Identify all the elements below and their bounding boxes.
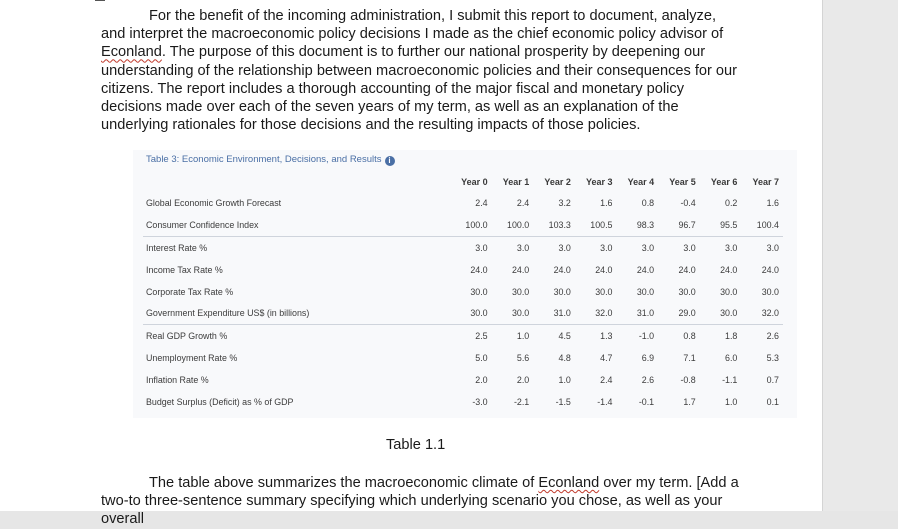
table-cell: 32.0 — [595, 308, 613, 319]
table-cell: 100.5 — [590, 219, 613, 230]
table-cell: 2.4 — [516, 197, 530, 208]
table-cell: -0.4 — [680, 197, 696, 208]
table-cell: 30.0 — [761, 286, 779, 297]
table-cell: 1.3 — [575, 325, 617, 347]
row-label: Global Economic Growth Forecast — [146, 197, 282, 208]
row-label: Corporate Tax Rate % — [146, 286, 234, 297]
table-cell: 100.0 — [507, 219, 530, 230]
table-cell: 24.0 — [553, 264, 571, 275]
header-cell-year: Year 3 — [585, 177, 613, 187]
economic-results-table — [143, 172, 783, 413]
table-cell: 100.0 — [465, 219, 488, 230]
row-label: Income Tax Rate % — [146, 264, 223, 275]
table-cell: 2.0 — [516, 375, 530, 386]
row-label: Real GDP Growth % — [143, 325, 450, 347]
spelling-flag-econland[interactable]: Econland — [101, 44, 162, 61]
table-cell: 3.0 — [575, 236, 617, 258]
summary-paragraph[interactable] — [101, 474, 741, 529]
table-cell: 1.0 — [492, 325, 534, 347]
table-cell: 2.4 — [600, 375, 613, 386]
table-cell: 3.0 — [492, 236, 534, 258]
table-cell: 1.6 — [766, 197, 779, 208]
table-cell: 3.0 — [658, 236, 700, 258]
table-cell: 4.8 — [558, 353, 571, 364]
intro-text-part2: . The purpose of this document is to further our national prosperity by deepening our understanding of the relationship between macroeconomic policies and their consequences for our citizens. The report includes a thorough accounting of the major fiscal and monetary policy decisions made over each of the seven years of my term, as well as an explanation of the underlying rationales for those decisions and the resulting impacts of those policies. — [101, 44, 738, 134]
header-cell-year: Year 7 — [752, 177, 779, 187]
summary-text-part1: The table above summarizes the macroeconomic climate of — [149, 475, 539, 491]
table-cell: 24.0 — [595, 264, 613, 275]
table-cell: 5.0 — [475, 353, 488, 364]
table-cell: 103.3 — [548, 219, 571, 230]
table-cell: 24.0 — [511, 264, 530, 275]
table-cell: -1.0 — [617, 325, 659, 347]
table-row — [143, 236, 783, 258]
table-body — [143, 192, 783, 413]
summary-text-part2: over my term. [Add a two-to three-sentence summary specifying which underlying scenario you chose, as well as your overall — [101, 475, 739, 528]
header-cell-year: Year 1 — [502, 177, 530, 187]
table-cell: 30.0 — [678, 286, 696, 297]
table-cell: 6.9 — [641, 353, 655, 364]
table-row — [143, 369, 783, 391]
row-label: Government Expenditure US$ (in billions) — [146, 308, 310, 319]
table-cell: 31.0 — [553, 308, 571, 319]
table-cell: -2.1 — [513, 396, 530, 407]
row-label: Budget Surplus (Deficit) as % of GDP — [146, 396, 294, 407]
spelling-flag-econland[interactable]: Econland — [538, 475, 600, 491]
table-cell: 3.0 — [450, 236, 492, 258]
table-row — [143, 347, 783, 369]
table-cell: 30.0 — [553, 286, 571, 297]
row-label: Unemployment Rate % — [146, 353, 238, 364]
table-header-row — [143, 172, 783, 192]
table-cell: 100.4 — [756, 219, 779, 230]
table-row — [143, 391, 783, 413]
table-cell: 2.4 — [475, 197, 488, 208]
table-cell: 6.0 — [725, 353, 738, 364]
table-cell: 32.0 — [761, 308, 779, 319]
table-cell: 1.0 — [725, 396, 738, 407]
table-cell: 2.5 — [450, 325, 492, 347]
table-cell: 2.6 — [741, 325, 783, 347]
table-cell: -0.8 — [680, 375, 696, 386]
table-cell: 1.6 — [600, 197, 613, 208]
table-cell: 31.0 — [636, 308, 655, 319]
table-cell: 24.0 — [761, 264, 779, 275]
table-cell: 30.0 — [720, 308, 738, 319]
table-cell: 5.3 — [766, 353, 779, 364]
page-top-mark — [95, 0, 105, 1]
table-cell: 4.7 — [600, 353, 613, 364]
table-cell: 96.7 — [678, 219, 696, 230]
table-cell: 30.0 — [595, 286, 613, 297]
table-cell: 3.0 — [617, 236, 659, 258]
info-icon[interactable]: i — [385, 156, 395, 166]
row-label: Inflation Rate % — [146, 375, 209, 386]
table-cell: 29.0 — [678, 308, 696, 319]
table-cell: 3.0 — [700, 236, 742, 258]
table-cell: 0.2 — [725, 197, 738, 208]
table-cell: -1.1 — [722, 375, 738, 386]
table-cell: 98.3 — [636, 219, 655, 230]
header-cell-year: Year 6 — [710, 177, 738, 187]
table-cell: 2.0 — [475, 375, 488, 386]
table-cell: -3.0 — [472, 396, 488, 407]
table-row — [143, 325, 783, 347]
table-cell: 3.2 — [558, 197, 571, 208]
table-cell: 1.0 — [558, 375, 571, 386]
table-cell: 1.8 — [700, 325, 742, 347]
table-cell: 0.8 — [658, 325, 700, 347]
right-gutter — [822, 0, 898, 511]
table-row — [143, 192, 783, 214]
intro-paragraph[interactable] — [101, 7, 741, 134]
table-cell: 5.6 — [516, 353, 530, 364]
table-cell: 0.8 — [641, 197, 655, 208]
header-cell-label — [143, 172, 450, 192]
table-cell: -1.5 — [555, 396, 571, 407]
header-cell-year: Year 5 — [669, 177, 696, 187]
table-row — [143, 302, 783, 324]
table-cell: 7.1 — [683, 353, 696, 364]
table-cell: 3.0 — [741, 236, 783, 258]
table-cell: 30.0 — [720, 286, 738, 297]
table-cell: 3.0 — [533, 236, 575, 258]
row-label: Interest Rate % — [143, 236, 450, 258]
table-cell: 30.0 — [470, 308, 488, 319]
table-cell: 4.5 — [533, 325, 575, 347]
table-cell: 0.7 — [766, 375, 779, 386]
header-cell-year: Year 2 — [544, 177, 571, 187]
table-cell: 24.0 — [678, 264, 696, 275]
table-cell: 30.0 — [511, 286, 530, 297]
table-cell: -1.4 — [597, 396, 613, 407]
table-cell: 30.0 — [511, 308, 530, 319]
table-cell: 24.0 — [720, 264, 738, 275]
table-cell: 30.0 — [636, 286, 655, 297]
figure-caption: Table 1.1 — [386, 437, 446, 453]
intro-text-part1: For the benefit of the incoming administration, I submit this report to document, analyze, and interpret the macroeconomic policy decisions I made as the chief economic policy advisor of — [101, 8, 724, 43]
table-cell: 24.0 — [636, 264, 655, 275]
table-caption-text: Table 3: Economic Environment, Decisions, and Results — [146, 154, 382, 165]
table-cell: -0.1 — [638, 396, 655, 407]
table-cell: 30.0 — [470, 286, 488, 297]
header-cell-year: Year 4 — [627, 177, 655, 187]
table-row — [143, 259, 783, 281]
table-cell: 0.1 — [766, 396, 779, 407]
table-cell: 1.7 — [683, 396, 696, 407]
table-row — [143, 214, 783, 236]
table-row — [143, 281, 783, 303]
header-cell-year: Year 0 — [461, 177, 488, 187]
table-cell: 95.5 — [720, 219, 738, 230]
table-caption — [146, 154, 395, 166]
row-label: Consumer Confidence Index — [146, 219, 259, 230]
table-cell: 2.6 — [641, 375, 655, 386]
table-cell: 24.0 — [470, 264, 488, 275]
